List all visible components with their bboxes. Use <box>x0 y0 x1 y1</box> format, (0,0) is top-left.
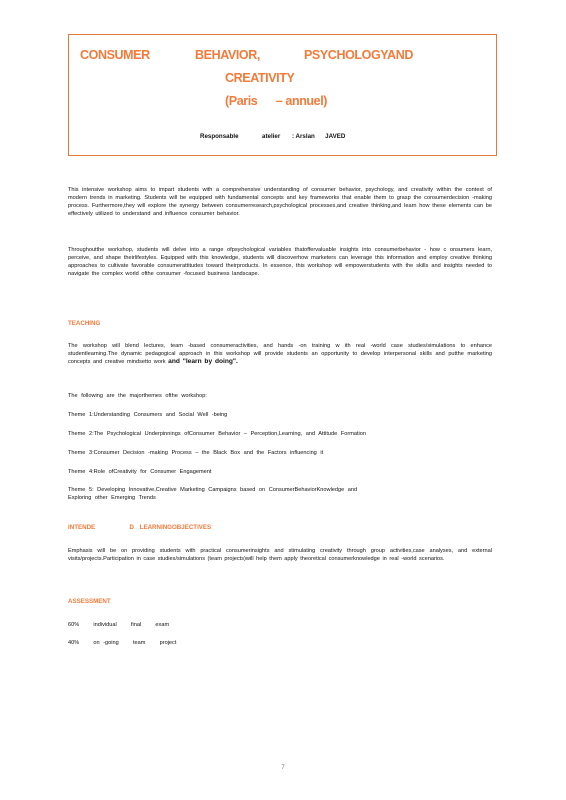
teaching-paragraph-bold: and "learn by doing". <box>168 358 238 365</box>
theme-item-1: Theme 1:Understanding Consumers and Social Well -being <box>68 412 228 418</box>
course-title-part1: CONSUMER <box>80 48 150 62</box>
course-title-part3: PSYCHOLOGYAND <box>304 48 413 62</box>
teaching-heading: TEACHING <box>68 320 101 327</box>
themes-intro: The following are the majorthemes ofthe workshop: <box>68 393 207 399</box>
assessment-item-1: 60% individual final exam <box>68 622 170 628</box>
course-location: (Paris – annuel) <box>225 94 328 108</box>
objectives-heading: INTENDE D LEARNINGOBJECTIVES <box>68 524 212 531</box>
page-number: 7 <box>281 765 285 771</box>
teaching-paragraph-text: The workshop will blend lectures, team -based consumeractivities, and hands -on training w ith real -world case studies/simulations to enhance studentlearning.The dynamic pedagogical approach in this workshop will provide students an opportunity to develop interpersonal skills and putthe marketing concepts and creative mindsetto work <box>68 343 492 365</box>
intro-paragraph-1: This intensive workshop aims to impart students with a comprehensive understanding of consumer behavior, psychology, and creativity within the context of modern trends in marketing. Students will be equipped with fundamental concepts and key frameworks that enable them to grasp the consumerdecision -making process. Furthermore,they will explore the synergy between consumerresearch,psychological processes,and creative thinking,and learn how these elements can be effectively utilized to understand and influence consumer behavior. <box>68 187 492 217</box>
theme-item-2: Theme 2:The Psychological Underpinnings ofConsumer Behavior – Perception,Learning, and Attitude Formation <box>68 431 366 437</box>
responsable-label: Responsable <box>200 133 239 140</box>
assessment-item-2: 40% on -going team project <box>68 640 177 646</box>
intro-paragraph-2: Throughoutthe workshop, students will delve into a range ofpsychological variables thatoffervaluable insights into consumerbehavior - how c onsumers learn, perceive, and shape theirlifestyles. Equipped with this knowledge, students will discoverhow marketers can leverage this information and employ creative thinking approaches to cultivate favorable consumerattitudes toward theirproducts. In essence, this workshop will empowerstudents with the skills and insights needed to navigate the complex world ofthe consumer -focused business landscape. <box>68 247 492 277</box>
course-title-line2: CREATIVITY <box>225 71 295 85</box>
assessment-heading: ASSESSMENT <box>68 598 111 605</box>
theme-item-4: Theme 4:Role ofCreativity for Consumer Engagement <box>68 469 212 475</box>
teaching-paragraph <box>68 342 492 366</box>
theme-item-5-line2: Exploring other Emerging Trends <box>68 495 156 501</box>
objectives-paragraph: Emphasis will be on providing students with practical consumerinsights and stimulating creativity through group activities,case analyses, and external visits/projects.Participation in case studies/simulations (team projects)will help them apply theoretical consumerknowledge in real -world scenarios. <box>68 548 492 562</box>
course-title-part2: BEHAVIOR, <box>195 48 260 62</box>
responsable-name: : Arslan JAVED <box>292 133 346 140</box>
atelier-label: atelier <box>262 133 281 140</box>
theme-item-3: Theme 3:Consumer Decision -making Process – the Black Box and the Factors influencing it <box>68 450 324 456</box>
theme-item-5-line1: Theme 5: Developing Innovative,Creative Marketing Campaigns based on ConsumerBehaviorKnowledge and <box>68 487 358 493</box>
